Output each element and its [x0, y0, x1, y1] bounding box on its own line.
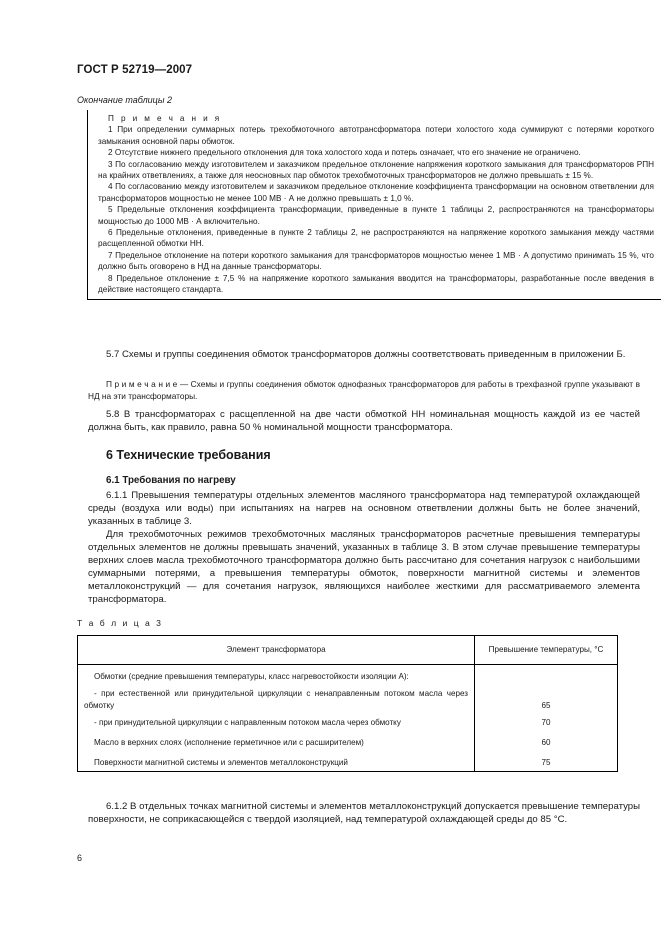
notes-heading: П р и м е ч а н и я [108, 114, 222, 123]
table-row [78, 665, 618, 686]
note-item: 7 Предельное отклонение на потери короткого замыкания для трансформаторов мощностью менее 1 МВ · А допустимо принимать 15 %, что должно быть оговорено в НД на данные трансформаторы. [98, 250, 654, 272]
note-5-7: П р и м е ч а н и е — Схемы и группы соединения обмоток однофазных трансформаторов для работы в трехфазной группе указывают в НД на эти трансформаторы. [88, 379, 640, 402]
table-cell-element: - при естественной или принудительной циркуляции с ненаправленным потоком масла через обмотку [78, 685, 475, 714]
table2-notes-block [87, 110, 661, 300]
note-item: 1 При определении суммарных потерь трехобмоточного автотрансформатора потери холостого хода суммируют с потерями короткого замыкания основной пары обмоток. [98, 125, 654, 146]
paragraph-6-1-2: 6.1.2 В отдельных точках магнитной системы и элементов металлоконструкций допускается превышение температуры поверхности, не соприкасающейся с твердой изоляцией, над температурой охлаждающей среды до 85 °С. [88, 801, 640, 825]
note-item: 8 Предельное отклонение ± 7,5 % на напряжение короткого замыкания вводится на трансформаторы, разработанные после введения в действие настоящего стандарта. [98, 273, 654, 295]
standard-id: ГОСТ Р 52719—2007 [77, 64, 193, 76]
table-3 [77, 635, 618, 772]
table-cell-element: Обмотки (средние превышения температуры, класс нагревостойкости изоляции А): [78, 665, 475, 686]
column-header-temperature-rise: Превышение температуры, °С [475, 636, 618, 665]
table-cell-element: Поверхности магнитной системы и элементов металлоконструкций [78, 751, 475, 772]
table-cell-value: 75 [475, 751, 618, 772]
page-number: 6 [77, 853, 83, 863]
column-header-element: Элемент трансформатора [78, 636, 475, 665]
note-item: 5 Предельные отклонения коэффициента трансформации, приведенные в пункте 1 таблицы 2, распространяются на трансформаторы мощностью до 1000 МВ · А включительно. [98, 205, 654, 226]
table-cell-element: Масло в верхних слоях (исполнение герметичное или с расширителем) [78, 731, 475, 751]
table-row [78, 714, 618, 731]
table-cell-value [475, 665, 618, 686]
paragraph-5-7: 5.7 Схемы и группы соединения обмоток трансформаторов должны соответствовать приведенным в приложении Б. [106, 349, 626, 360]
table-continuation-label: Окончание таблицы 2 [77, 95, 172, 105]
table-row [78, 751, 618, 772]
note-item: 3 По согласованию между изготовителем и заказчиком предельное отклонение напряжения короткого замыкания для трансформаторов РПН на крайних ответвлениях, а также для неосновных пар обмоток трехобмоточных трансформаторов не должно превышать ± 15 %. [98, 159, 654, 181]
table-cell-element: - при принудительной циркуляции с направленным потоком масла через обмотку [78, 714, 475, 731]
paragraph-6-1-1: 6.1.1 Превышения температуры отдельных элементов масляного трансформатора над температурой охлаждающей среды (воздуха или воды) при испытаниях на нагрев на основном ответвлении должны быть не более значений, указанных в таблице 3. [88, 490, 640, 527]
table-row [78, 731, 618, 751]
table-row [78, 685, 618, 714]
table-cell-value: 70 [475, 714, 618, 731]
paragraph-three-winding: Для трехобмоточных режимов трехобмоточных масляных трансформаторов расчетные превышения температуры отдельных элементов не должны превышать значений, указанных в таблице 3. В этом случае превышение температуры верхних слоев масла трехобмоточного трансформатора должно быть рассчитано для сочетания нагрузок с наибольшими суммарными потерями, а превышения температуры обмоток, поверхности магнитной системы и элементов металлоконструкций — для сочетания нагрузок, являющихся наиболее жесткими для рассматриваемого элемента трансформатора. [88, 529, 640, 605]
note-item: 6 Предельные отклонения, приведенные в пункте 2 таблицы 2, не распространяются на напряжение короткого замыкания между частями расщепленной обмотки НН. [98, 228, 654, 249]
section-6-title: 6 Технические требования [106, 448, 271, 462]
table3-caption: Т а б л и ц а 3 [77, 618, 163, 628]
table-cell-value: 65 [475, 685, 618, 714]
table-cell-value: 60 [475, 731, 618, 751]
section-6-1-title: 6.1 Требования по нагреву [106, 475, 236, 486]
paragraph-5-8: 5.8 В трансформаторах с расщепленной на две части обмоткой НН номинальная мощность каждой из ее частей должна быть, как правило, равна 50 % номинальной мощности трансформатора. [88, 409, 640, 433]
table-header-row [78, 636, 618, 665]
note-item: 2 Отсутствие нижнего предельного отклонения для тока холостого хода и потерь означает, что его значение не ограничено. [108, 148, 581, 158]
note-item: 4 По согласованию между изготовителем и заказчиком предельное отклонение коэффициента трансформации на основном ответвлении для трансформаторов мощностью не менее 100 МВ · А не должно превышать ± 1,0 %. [98, 182, 654, 203]
